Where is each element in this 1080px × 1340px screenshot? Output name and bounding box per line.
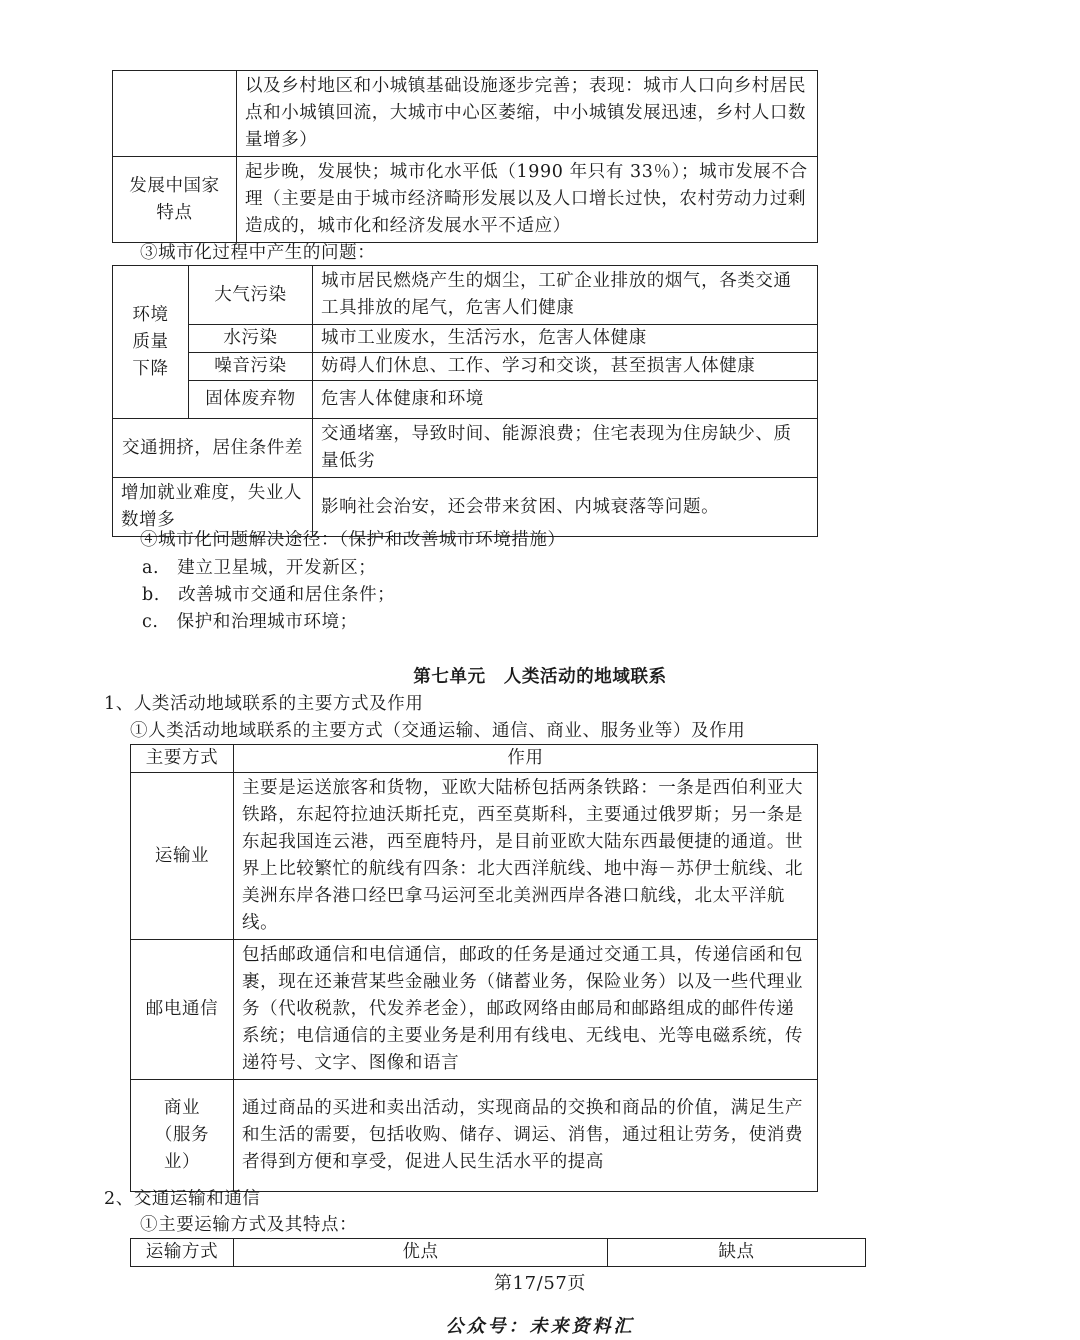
problem-text: 影响社会治安，还会带来贫困、内城衰落等问题。	[313, 478, 818, 537]
urbanization-stage-table	[112, 70, 818, 243]
mode-label: 运输业	[131, 773, 234, 940]
group-label: 环境质量下降	[113, 266, 189, 419]
section-heading: 2、交通运输和通信	[104, 1189, 261, 1209]
solutions-heading: ④城市化问题解决途径：（保护和改善城市环境措施）	[140, 530, 566, 550]
section-heading: 1、人类活动地域联系的主要方式及作用	[104, 694, 424, 714]
problem-label: 大气污染	[189, 266, 313, 325]
mode-text: 包括邮政通信和电信通信，邮政的任务是通过交通工具，传递信函和包裹，现在还兼营某些金融业务（储蓄业务，保险业务）以及一些代理业务（代收税款，代发养老金），邮政网络由邮局和邮路组成的邮件传递系统；电信通信的主要业务是利用有线电、无线电、光等电磁系统，传递符号、文字、图像和语言	[234, 940, 818, 1080]
column-header: 优点	[234, 1239, 608, 1267]
problem-label: 水污染	[189, 325, 313, 353]
table-cell: 起步晚，发展快；城市化水平低（1990 年只有 33％）；城市发展不合理（主要是由于城市经济畸形发展以及人口增长过快，农村劳动力过剩造成的，城市化和经济发展水平不适应）	[237, 157, 818, 243]
mode-label: 邮电通信	[131, 940, 234, 1080]
column-header: 主要方式	[131, 745, 234, 773]
section-subheading: ①人类活动地域联系的主要方式（交通运输、通信、商业、服务业等）及作用	[130, 721, 746, 741]
page-number: 第17/57页	[493, 1273, 587, 1294]
row-label: 发展中国家特点	[113, 157, 237, 243]
solution-item: c. 保护和治理城市环境；	[142, 612, 358, 632]
mode-text: 主要是运送旅客和货物，亚欧大陆桥包括两条铁路：一条是西伯利亚大铁路，东起符拉迪沃斯托克，西至莫斯科，主要通过俄罗斯；另一条是东起我国连云港，西至鹿特丹，是目前亚欧大陆东西最便捷的通道。世界上比较繁忙的航线有四条：北大西洋航线、地中海－苏伊士航线、北美洲东岸各港口经巴拿马运河至北美洲西岸各港口航线，北太平洋航线。	[234, 773, 818, 940]
problem-text: 交通堵塞，导致时间、能源浪费；住宅表现为住房缺少、质量低劣	[313, 419, 818, 478]
problems-heading: ③城市化过程中产生的问题：	[140, 243, 376, 263]
column-header: 作用	[234, 745, 818, 773]
solution-item: b. 改善城市交通和居住条件；	[142, 585, 396, 605]
solution-item: a. 建立卫星城，开发新区；	[142, 558, 377, 578]
problem-text: 城市居民燃烧产生的烟尘，工矿企业排放的烟气，各类交通工具排放的尾气，危害人们健康	[313, 266, 818, 325]
problem-label: 增加就业难度，失业人数增多	[113, 478, 313, 537]
footer-watermark: 公众号：未来资料汇	[445, 1316, 635, 1337]
table-cell-empty	[113, 71, 237, 157]
mode-text: 通过商品的买进和卖出活动，实现商品的交换和商品的价值，满足生产和生活的需要，包括收购、储存、调运、消售，通过租让劳务，使消费者得到方便和享受，促进人民生活水平的提高	[234, 1080, 818, 1192]
problem-text: 危害人体健康和环境	[313, 381, 818, 419]
contact-modes-table	[130, 744, 818, 1192]
transport-table	[130, 1238, 866, 1267]
column-header: 缺点	[608, 1239, 866, 1267]
problem-label: 噪音污染	[189, 353, 313, 381]
problem-label: 交通拥挤，居住条件差	[113, 419, 313, 478]
mode-label: 商业（服务业）	[131, 1080, 234, 1192]
column-header: 运输方式	[131, 1239, 234, 1267]
problem-label: 固体废弃物	[189, 381, 313, 419]
urban-problems-table	[112, 265, 818, 537]
problem-text: 妨碍人们休息、工作、学习和交谈，甚至损害人体健康	[313, 353, 818, 381]
table-cell: 以及乡村地区和小城镇基础设施逐步完善；表现：城市人口向乡村居民点和小城镇回流，大城市中心区萎缩，中小城镇发展迅速，乡村人口数量增多）	[237, 71, 818, 157]
unit-title: 第七单元 人类活动的地域联系	[413, 667, 667, 687]
problem-text: 城市工业废水，生活污水，危害人体健康	[313, 325, 818, 353]
section-subheading: ①主要运输方式及其特点：	[140, 1215, 358, 1235]
